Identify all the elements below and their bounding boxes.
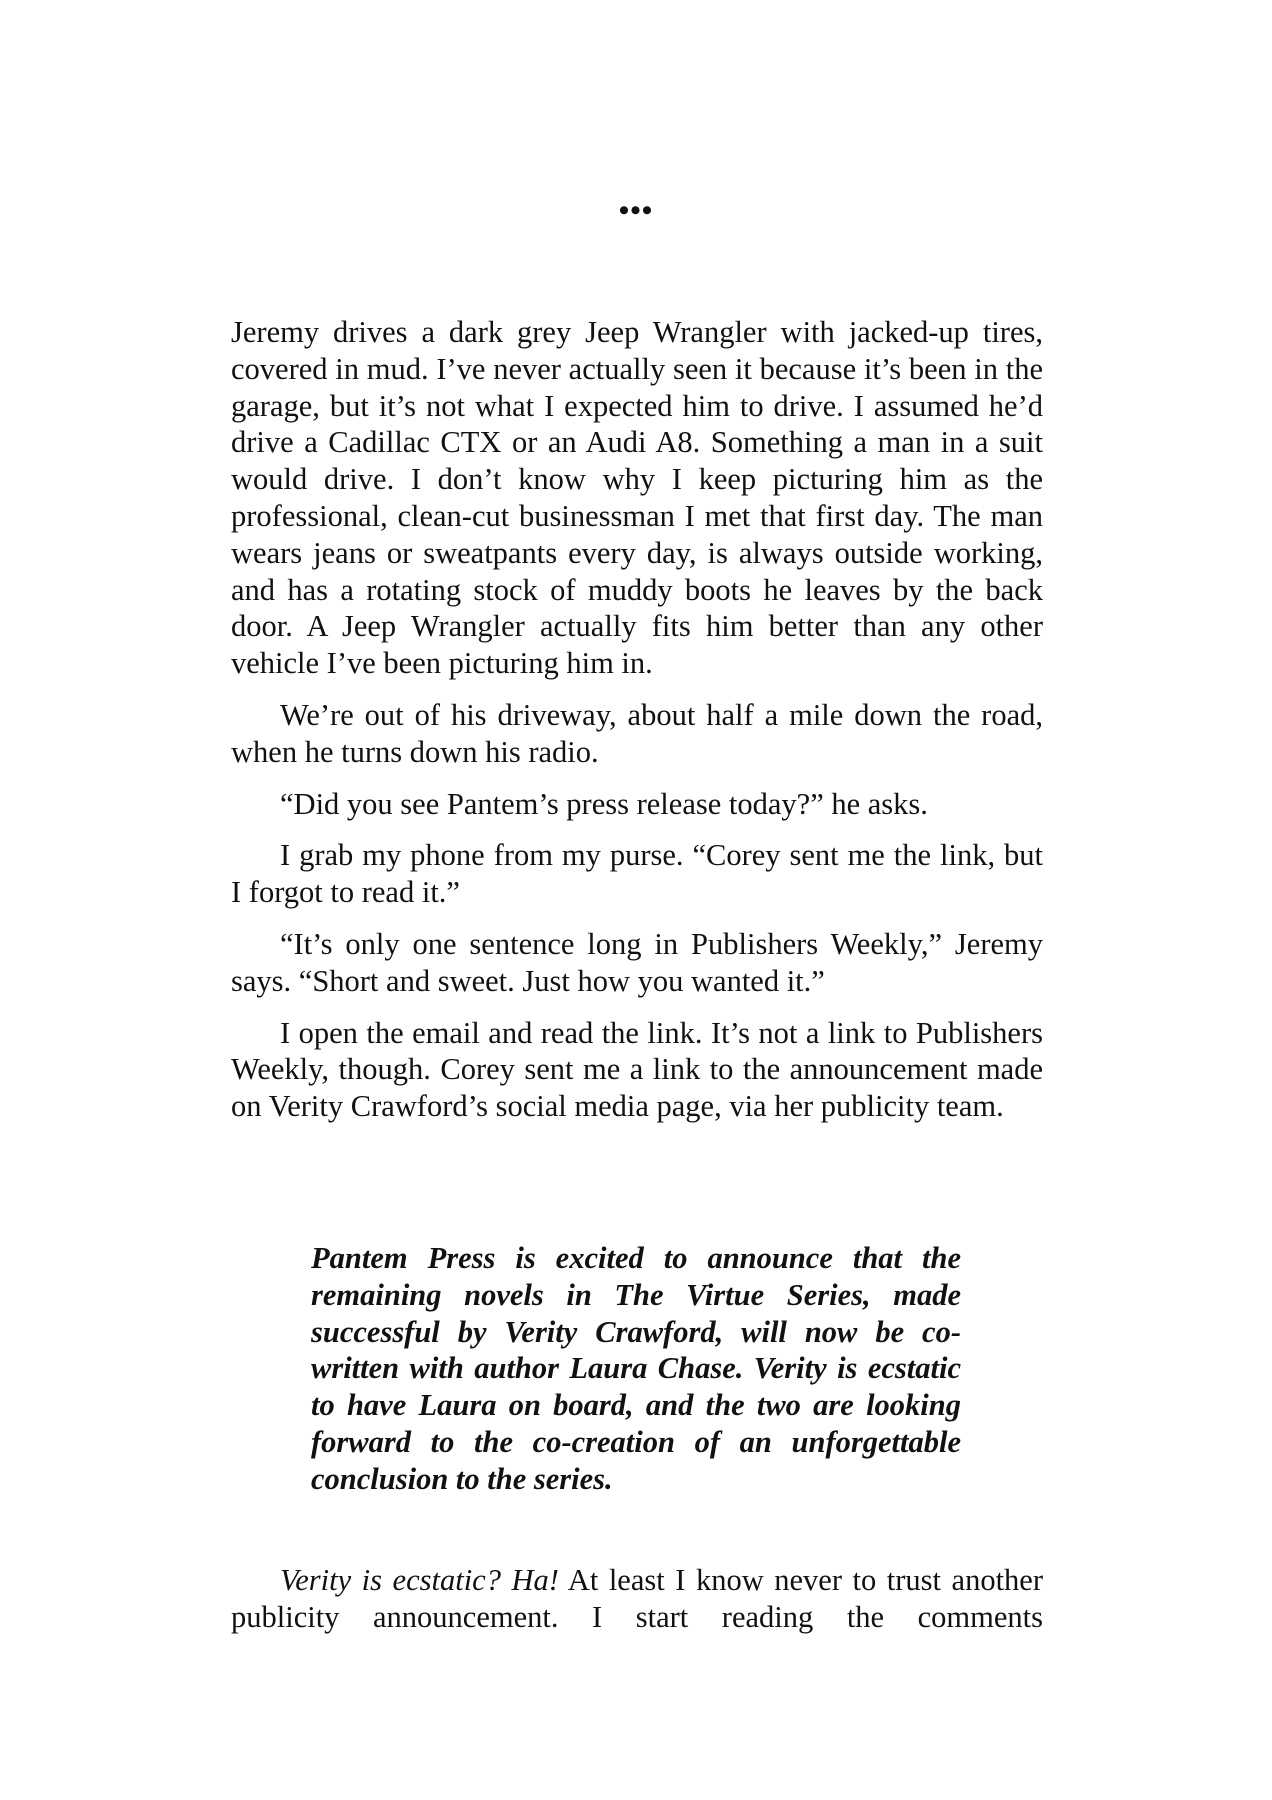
paragraph: We’re out of his driveway, about half a mile down the road, when he turns down his radio. (231, 697, 1043, 769)
paragraph: “Did you see Pantem’s press release today?” he asks. (280, 786, 928, 821)
paragraph: Jeremy drives a dark grey Jeep Wrangler with jacked-up tires, covered in mud. I’ve never actually seen it because it’s been in the garage, but it’s not what I expected him to drive. I assumed he’d drive a Cadillac CTX or an Audi A8. Something a man in a suit would drive. I don’t know why I keep picturing him as the professional, clean-cut businessman I met that first day. The man wears jeans or sweatpants every day, is always outside working, and has a rotating stock of muddy boots he leaves by the back door. A Jeep Wrangler actually fits him better than any other vehicle I’ve been picturing him in. (231, 315, 1043, 681)
closing-text: At least I know never to trust another publicity announcement. I start reading the comments (231, 1563, 1043, 1634)
body-text (231, 314, 1043, 1140)
press-release-quote: Pantem Press is excited to announce that the remaining novels in The Virtue Series, made successful by Verity Crawford, will now be co-written with author Laura Chase. Verity is ecstatic to have Laura on board, and the two are looking forward to the co-creation of an unforgettable conclusion to the series. (311, 1241, 961, 1496)
paragraph: I open the email and read the link. It’s not a link to Publishers Weekly, though. Corey sent me a link to the announcement made on Verity Crawford’s social media page, via her publicity team. (231, 1015, 1043, 1124)
closing-paragraph (231, 1562, 1043, 1636)
paragraph: I grab my phone from my purse. “Corey sent me the link, but I forgot to read it.” (231, 838, 1043, 910)
italic-lead: Verity is ecstatic? Ha! (280, 1563, 559, 1597)
paragraph: “It’s only one sentence long in Publishers Weekly,” Jeremy says. “Short and sweet. Just how you wanted it.” (231, 926, 1043, 998)
scene-break: ••• (618, 194, 654, 227)
